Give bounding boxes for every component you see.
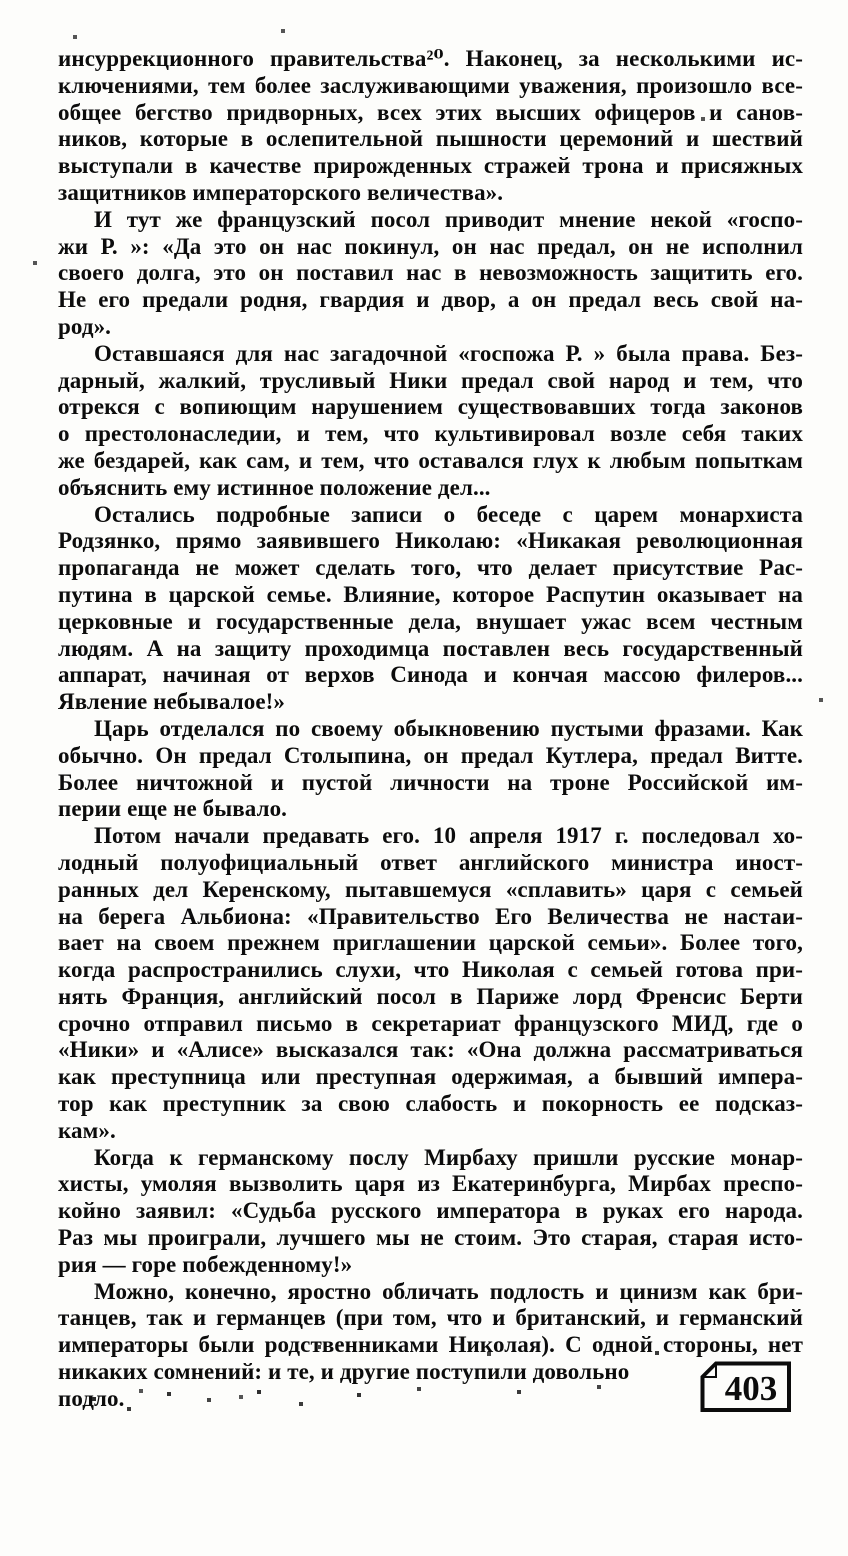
text-line: церковные и государственные дела, внушает ужас всем честным — [58, 608, 803, 634]
paragraph — [58, 502, 803, 716]
text-line: же бездарей, как сам, и тем, что оставался глух к любым попыткам — [58, 447, 803, 473]
text-line: Раз мы проиграли, лучшего мы не стоим. Это старая, старая исто- — [58, 1225, 803, 1251]
text-line: аппарат, начиная от верхов Синода и кончая массою филеров... — [58, 662, 803, 688]
text-line: своего долга, это он поставил нас в невозможность защитить его. — [58, 260, 803, 286]
text-line: Остались подробные записи о беседе с царем монархиста — [94, 501, 803, 527]
text-line: как преступница или преступная одержимая, а бывший импера- — [58, 1064, 803, 1090]
text-line: когда распространились слухи, что Николая с семьей готова при- — [58, 957, 803, 983]
text-line: Когда к германскому послу Мирбаху пришли русские монар- — [94, 1144, 803, 1170]
text-line: общее бегство придворных, всех этих высших офицеров и санов- — [58, 99, 803, 125]
text-line: пропаганда не может сделать того, что делает присутствие Рас- — [58, 555, 803, 581]
text-line: И тут же французский посол приводит мнение некой «госпо- — [94, 206, 803, 232]
text-line: путина в царской семье. Влияние, которое Распутин оказывает на — [58, 581, 803, 607]
folded-corner-frame — [700, 1361, 792, 1413]
text-line: Царь отделался по своему обыкновению пустыми фразами. Как — [94, 715, 803, 741]
text-line: Родзянко, прямо заявившего Николаю: «Никакая революционная — [58, 528, 803, 554]
paragraph — [58, 716, 803, 823]
text-line: на берега Альбиона: «Правительство Его Величества не настаи- — [58, 903, 803, 929]
text-line: никаких сомнений: и те, и другие поступили довольно — [58, 1359, 630, 1385]
page-number: 403 — [724, 1369, 778, 1408]
paragraph — [58, 823, 803, 1145]
text-line: танцев, так и германцев (при том, что и британский, и германский — [58, 1305, 803, 1331]
text-line: императоры были родственниками Николая). С одной стороны, нет — [58, 1332, 803, 1358]
text-line: нять Франция, английский посол в Париже лорд Френсис Берти — [58, 983, 803, 1009]
text-line: ников, которые в ослепительной пышности церемоний и шествий — [58, 126, 803, 152]
text-line: жи Р. »: «Да это он нас покинул, он нас предал, он не исполнил — [58, 233, 803, 259]
text-line: людям. А на защиту проходимца поставлен весь государственный — [58, 635, 803, 661]
text-line: тор как преступник за свою слабость и покорность ее подсказ- — [58, 1091, 803, 1117]
text-line: род». — [58, 313, 112, 339]
text-line: выступали в качестве прирожденных стражей трона и присяжных — [58, 153, 803, 179]
text-line: обычно. Он предал Столыпина, он предал Кутлера, предал Витте. — [58, 742, 803, 768]
paragraph — [58, 1145, 803, 1279]
text-line: срочно отправил письмо в секретариат французского МИД, где о — [58, 1010, 803, 1036]
text-line: Оставшаяся для нас загадочной «госпожа Р. » была права. Без- — [94, 340, 803, 366]
text-line: ранных дел Керенскому, пытавшемуся «сплавить» царя с семьей — [58, 876, 803, 902]
page-number-badge — [700, 1361, 792, 1413]
text-column — [58, 46, 803, 1413]
text-line: ключениями, тем более заслуживающими уважения, произошло все- — [58, 72, 803, 98]
text-line: Не его предали родня, гвардия и двор, а он предал весь свой на- — [58, 287, 803, 313]
text-line: рия — горе побежденному!» — [58, 1251, 353, 1277]
text-line: кам». — [58, 1117, 116, 1143]
text-line: лодный полуофициальный ответ английского министра иност- — [58, 849, 803, 875]
scan-noise — [0, 0, 2, 2]
text-line: перии еще не бывало. — [58, 796, 288, 822]
paragraph — [58, 207, 803, 341]
text-line: вает на своем прежнем приглашении царской семьи». Более того, — [58, 930, 803, 956]
text-line: объяснить ему истинное положение дел... — [58, 474, 491, 500]
text-line: дарный, жалкий, трусливый Ники предал свой народ и тем, что — [58, 367, 803, 393]
text-line: койно заявил: «Судьба русского императора в руках его народа. — [58, 1198, 803, 1224]
text-line: инсуррекционного правительства²⁰. Наконец, за несколькими ис- — [58, 46, 803, 71]
text-line: Потом начали предавать его. 10 апреля 1917 г. последовал хо- — [94, 823, 803, 849]
text-line: о престолонаследии, и тем, что культивировал возле себя таких — [58, 421, 803, 447]
text-line: хисты, умоляя вызволить царя из Екатеринбурга, Мирбах преспо- — [58, 1171, 803, 1197]
text-line: защитников императорского величества». — [58, 179, 504, 205]
folded-corner-icon — [704, 1365, 717, 1378]
text-line: подло. — [58, 1385, 125, 1411]
paragraph — [58, 46, 803, 207]
text-line: «Ники» и «Алисе» высказался так: «Она должна рассматриваться — [58, 1037, 803, 1063]
text-line: Более ничтожной и пустой личности на троне Российской им- — [58, 769, 803, 795]
text-line: Можно, конечно, яростно обличать подлость и цинизм как бри- — [94, 1278, 803, 1304]
paragraph — [58, 1279, 803, 1413]
paragraph — [58, 341, 803, 502]
text-line: отрекся с вопиющим нарушением существовавших тогда законов — [58, 394, 803, 420]
text-line: Явление небывалое!» — [58, 689, 286, 715]
